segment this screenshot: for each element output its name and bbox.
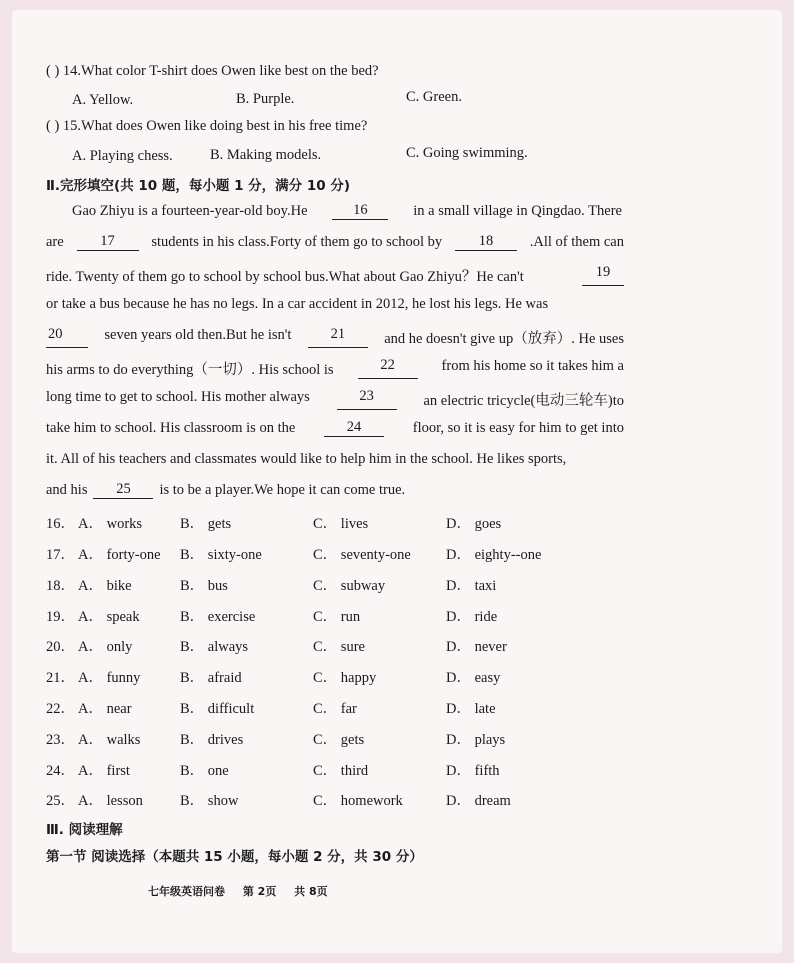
question-14-option-a: A. Yellow. <box>72 92 134 108</box>
passage-line-1: Gao Zhiyu is a fourteen-year-old boy.He 16 in a small village in Qingdao. There <box>72 202 622 219</box>
page-footer <box>148 883 342 899</box>
blank-22: 22 <box>358 358 418 379</box>
blank-19: 19 <box>582 265 624 286</box>
passage-line-5: 20 seven years old then.But he isn't 21 and he doesn't give up（放弃）. He uses <box>48 326 624 347</box>
blank-17: 17 <box>77 234 139 251</box>
passage-line-8: take him to school. His classroom is on the 24 floor, so it is easy for him to get into <box>46 419 624 436</box>
section-3-title: Ⅲ. 阅读理解 <box>46 822 123 838</box>
question-14-option-b: B. Purple. <box>236 91 295 107</box>
footer-title: 七年级英语问卷 <box>148 885 225 898</box>
blank-16: 16 <box>332 203 388 220</box>
choice-row: 18． A． bike B． bus C． subway D． taxi <box>46 578 497 594</box>
passage-line-9: it. All of his teachers and classmates would like to help him in the school. He likes sports, <box>46 451 567 467</box>
blank-24: 24 <box>324 420 384 437</box>
blank-18: 18 <box>455 234 517 251</box>
question-14-stem: ( ) 14.What color T-shirt does Owen like best on the bed? <box>46 63 379 79</box>
footer-total: 共 8页 <box>294 885 328 898</box>
blank-20: 20 <box>46 327 88 348</box>
question-15-option-a: A. Playing chess. <box>72 148 173 164</box>
passage-line-3: ride. Twenty of them go to school by school bus.What about Gao Zhiyu？He can't 19 <box>46 265 624 286</box>
section-2-title: Ⅱ.完形填空(共 10 题，每小题 1 分，满分 10 分) <box>46 178 351 194</box>
choice-row: 25． A． lesson B． show C． homework D． dream <box>46 793 511 809</box>
passage-line-7: long time to get to school. His mother always 23 an electric tricycle(电动三轮车)to <box>46 388 624 409</box>
question-14-option-c: C. Green. <box>406 89 462 105</box>
choice-row: 19． A． speak B． exercise C． run D． ride <box>46 609 498 625</box>
passage-line-10: and his 25 is to be a player.We hope it can come true. <box>46 481 406 498</box>
question-15-stem: ( ) 15.What does Owen like doing best in his free time? <box>46 118 368 134</box>
passage-line-2: are 17 students in his class.Forty of them go to school by 18 .All of them can <box>46 233 624 250</box>
passage-line-6: his arms to do everything（一切）. His school is 22 from his home so it takes him a <box>46 357 624 378</box>
choice-row: 24． A． first B． one C． third D． fifth <box>46 763 500 779</box>
section-3-subtitle: 第一节 阅读选择（本题共 15 小题，每小题 2 分，共 30 分） <box>46 849 423 865</box>
choice-row: 21． A． funny B． afraid C． happy D． easy <box>46 670 501 686</box>
question-15-option-c: C. Going swimming. <box>406 145 528 161</box>
choice-row: 20． A． only B． always C． sure D． never <box>46 639 507 655</box>
blank-21: 21 <box>308 327 368 348</box>
question-15-option-b: B. Making models. <box>210 147 322 163</box>
choice-row: 16． A． works B． gets C． lives D． goes <box>46 516 502 532</box>
choice-row: 23． A． walks B． drives C． gets D． plays <box>46 732 506 748</box>
passage-line-4: or take a bus because he has no legs. In a car accident in 2012, he lost his legs. He was <box>46 296 549 312</box>
blank-25: 25 <box>93 482 153 499</box>
choice-row: 17． A． forty-one B． sixty-one C． seventy-one D． eighty--one <box>46 547 542 563</box>
footer-page: 第 2页 <box>242 885 277 898</box>
choice-row: 22． A． near B． difficult C． far D． late <box>46 701 496 717</box>
blank-23: 23 <box>337 389 397 410</box>
